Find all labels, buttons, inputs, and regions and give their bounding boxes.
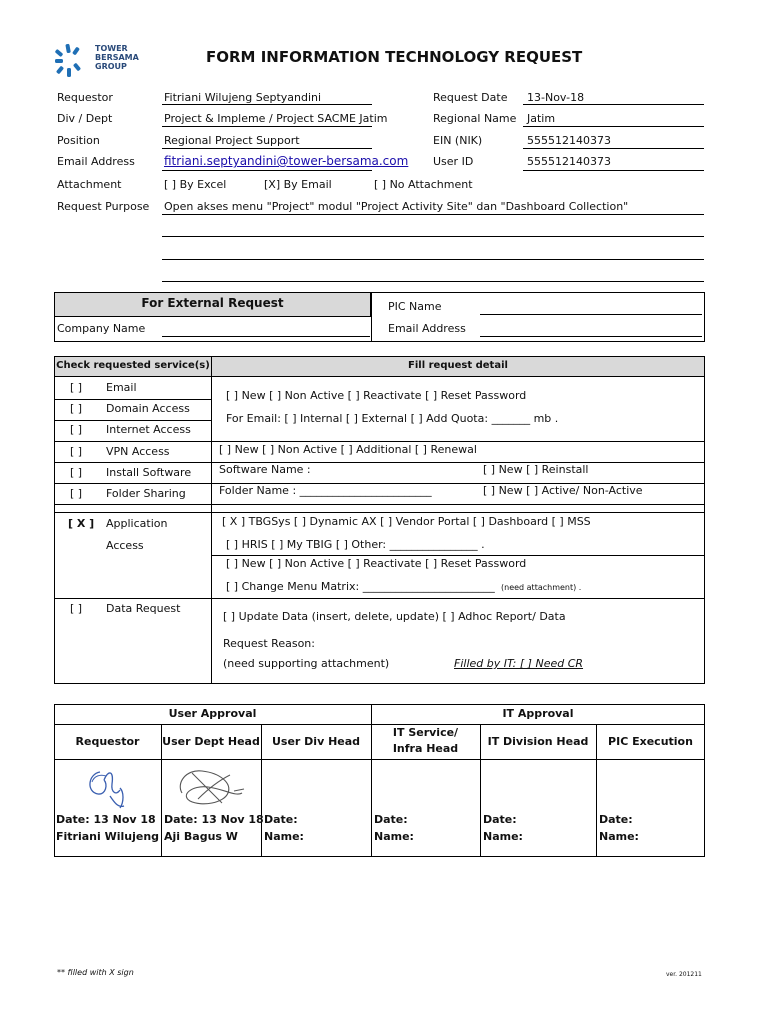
it-need-cr-note[interactable]: Filled by IT: [ ] Need CR — [454, 657, 584, 670]
purpose-value[interactable]: Open akses menu "Project" modul "Project Activity Site" dan "Dashboard Collection" — [164, 200, 629, 213]
logo-text-line3: GROUP — [95, 62, 127, 71]
folder-options[interactable]: [ ] New [ ] Active/ Non-Active — [483, 484, 643, 497]
app-status-line[interactable]: [ ] New [ ] Non Active [ ] Reactivate [ ] Reset Password — [226, 557, 527, 570]
folder-service-check[interactable]: [ ] — [70, 487, 83, 500]
pic-name-label: PIC Name — [388, 300, 442, 313]
folder-name-label: Folder Name : ________________________ — [219, 484, 432, 497]
logo-text-line1: TOWER — [95, 44, 128, 53]
external-email-field[interactable] — [480, 336, 702, 337]
software-options[interactable]: [ ] New [ ] Reinstall — [483, 463, 589, 476]
it-service-date[interactable]: Date: — [374, 813, 408, 826]
app-access-label-line1: Application — [106, 517, 168, 530]
software-name-label: Software Name : — [219, 463, 311, 476]
ein-label: EIN (NIK) — [433, 134, 483, 147]
logo-text-line2: BERSAMA — [95, 53, 139, 62]
dept-head-date: Date: 13 Nov 18 — [164, 813, 264, 826]
company-logo — [52, 42, 152, 78]
app-access-label-line2: Access — [106, 539, 144, 552]
col-it-service-line1: IT Service/ — [392, 726, 459, 739]
request-date-value[interactable]: 13-Nov-18 — [527, 91, 585, 104]
vpn-service-check[interactable]: [ ] — [70, 445, 83, 458]
position-value[interactable]: Regional Project Support — [164, 134, 300, 147]
services-col1-header-text: Check requested service(s) — [56, 360, 210, 371]
col-requestor: Requestor — [75, 735, 140, 748]
it-division-date[interactable]: Date: — [483, 813, 517, 826]
data-request-check[interactable]: [ ] — [70, 602, 83, 615]
services-col2-header-text: Fill request detail — [408, 360, 508, 371]
request-reason-note: (need supporting attachment) — [223, 657, 390, 670]
folder-service-label: Folder Sharing — [106, 487, 186, 500]
userid-value[interactable]: 555512140373 — [527, 155, 611, 168]
app-menu-matrix-line[interactable]: [ ] Change Menu Matrix: ________________________ — [226, 580, 495, 593]
div-dept-label: Div / Dept — [57, 112, 113, 125]
software-service-check[interactable]: [ ] — [70, 466, 83, 479]
requestor-label: Requestor — [57, 91, 113, 104]
email-service-check[interactable]: [ ] — [70, 381, 83, 394]
col-it-division-head: IT Division Head — [487, 735, 589, 748]
app-menu-matrix-note: (need attachment) . — [501, 583, 582, 592]
external-email-label: Email Address — [388, 322, 466, 335]
pic-execution-date[interactable]: Date: — [599, 813, 633, 826]
email-detail-line2[interactable]: For Email: [ ] Internal [ ] External [ ] Add Quota: _______ mb . — [226, 412, 559, 425]
form-title: FORM INFORMATION TECHNOLOGY REQUEST — [206, 48, 583, 66]
external-header-text: For External Request — [141, 296, 284, 310]
attach-email-option[interactable]: [X] By Email — [264, 178, 332, 191]
app-access-check[interactable]: [ X ] — [68, 517, 95, 530]
data-request-label: Data Request — [106, 602, 181, 615]
col-pic-execution: PIC Execution — [608, 735, 693, 748]
footer-note: ** filled with X sign — [57, 968, 134, 977]
data-request-options[interactable]: [ ] Update Data (insert, delete, update) [ ] Adhoc Report/ Data — [223, 610, 566, 623]
user-approval-header: User Approval — [168, 707, 257, 720]
it-division-name[interactable]: Name: — [483, 830, 523, 843]
col-it-service-line2: Infra Head — [392, 742, 459, 755]
div-head-name[interactable]: Name: — [264, 830, 304, 843]
requestor-value[interactable]: Fitriani Wilujeng Septyandini — [164, 91, 322, 104]
request-reason-label: Request Reason: — [223, 637, 315, 650]
position-label: Position — [57, 134, 100, 147]
company-name-field[interactable] — [162, 336, 370, 337]
regional-label: Regional Name — [433, 112, 517, 125]
email-label: Email Address — [57, 155, 135, 168]
dept-head-signature-icon — [172, 763, 252, 811]
ein-value[interactable]: 555512140373 — [527, 134, 611, 147]
dept-head-name: Aji Bagus W — [164, 830, 238, 843]
app-systems-line2[interactable]: [ ] HRIS [ ] My TBIG [ ] Other: ________________ . — [226, 538, 485, 551]
tower-bersama-logo-icon — [52, 42, 86, 78]
email-service-label: Email — [106, 381, 137, 394]
div-head-date[interactable]: Date: — [264, 813, 298, 826]
regional-value[interactable]: Jatim — [527, 112, 556, 125]
pic-execution-name[interactable]: Name: — [599, 830, 639, 843]
requestor-name: Fitriani Wilujeng — [56, 830, 160, 843]
email-detail-line1[interactable]: [ ] New [ ] Non Active [ ] Reactivate [ ] Reset Password — [226, 389, 527, 402]
software-service-label: Install Software — [106, 466, 192, 479]
userid-label: User ID — [433, 155, 474, 168]
footer-version: ver. 201211 — [666, 971, 702, 978]
it-approval-header: IT Approval — [502, 707, 574, 720]
domain-service-label: Domain Access — [106, 402, 190, 415]
attach-excel-option[interactable]: [ ] By Excel — [164, 178, 227, 191]
internet-service-label: Internet Access — [106, 423, 191, 436]
it-service-name[interactable]: Name: — [374, 830, 414, 843]
request-date-label: Request Date — [433, 91, 508, 104]
vpn-service-label: VPN Access — [106, 445, 170, 458]
vpn-detail[interactable]: [ ] New [ ] Non Active [ ] Additional [ ] Renewal — [219, 443, 477, 456]
company-name-label: Company Name — [57, 322, 146, 335]
email-value[interactable]: fitriani.septyandini@tower-bersama.com — [164, 154, 409, 168]
domain-service-check[interactable]: [ ] — [70, 402, 83, 415]
col-user-dept-head: User Dept Head — [162, 735, 260, 748]
attach-none-option[interactable]: [ ] No Attachment — [374, 178, 473, 191]
app-systems-line[interactable]: [ X ] TBGSys [ ] Dynamic AX [ ] Vendor Portal [ ] Dashboard [ ] MSS — [222, 515, 591, 528]
requestor-date: Date: 13 Nov 18 — [56, 813, 156, 826]
attachment-label: Attachment — [57, 178, 122, 191]
internet-service-check[interactable]: [ ] — [70, 423, 83, 436]
requestor-signature-icon — [80, 762, 140, 814]
div-dept-value[interactable]: Project & Impleme / Project SACME Jatim — [164, 112, 388, 125]
col-user-div-head: User Div Head — [271, 735, 361, 748]
purpose-label: Request Purpose — [57, 200, 150, 213]
